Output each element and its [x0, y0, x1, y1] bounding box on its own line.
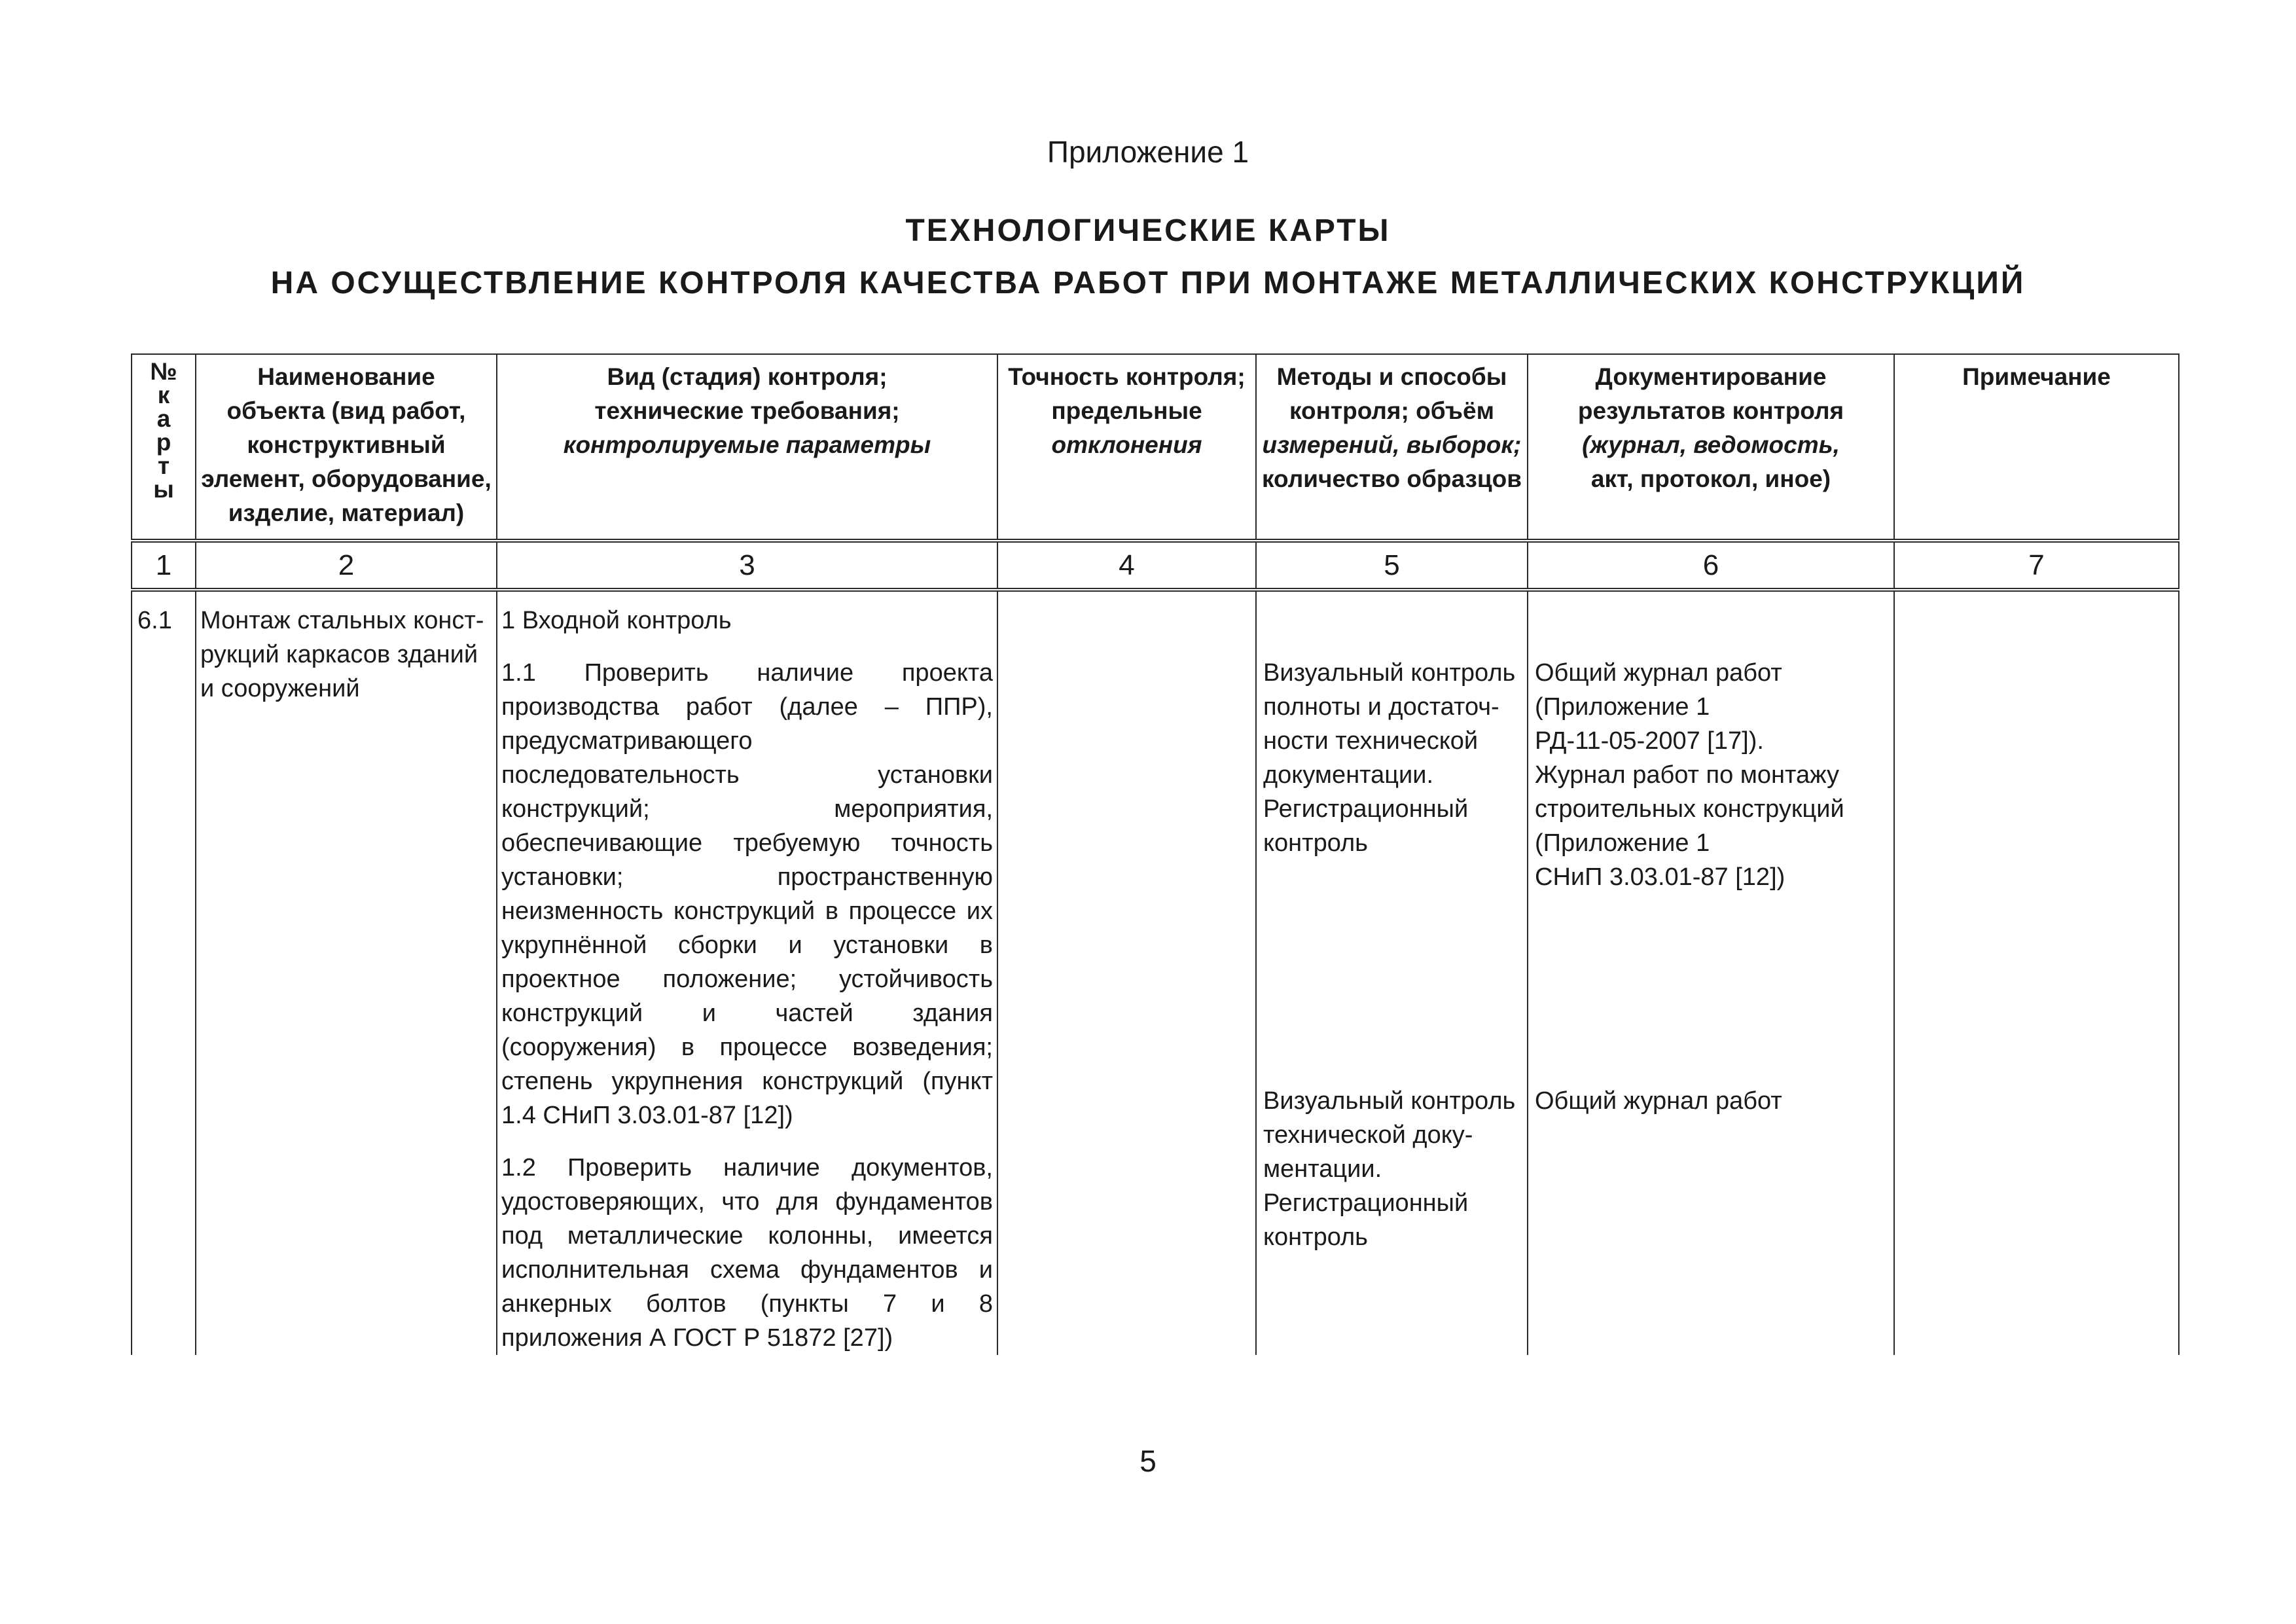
column-number: 3: [497, 541, 997, 590]
header-control-stage: Вид (стадия) контроля; технические требования; контролируемые параметры: [497, 354, 997, 541]
documentation-1-1: Общий журнал работ (Приложение 1 РД-11-05-2007 [17]). Журнал работ по монтажу строительных конструкций (Приложение 1 СНиП 3.03.01-87 [12]): [1535, 659, 1844, 891]
appendix-label: Приложение 1: [1047, 135, 1249, 169]
documentation-1-2: Общий журнал работ: [1535, 1087, 1782, 1115]
methods-1-1: Визуальный контроль полноты и достаточ- ности технической документации. Регистрационный контроль: [1263, 659, 1516, 857]
object-name-cell: [196, 590, 497, 1355]
column-number: 5: [1256, 541, 1528, 590]
table-row: [132, 590, 2179, 1355]
document-title-line-2: НА ОСУЩЕСТВЛЕНИЕ КОНТРОЛЯ КАЧЕСТВА РАБОТ ПРИ МОНТАЖЕ МЕТАЛЛИЧЕСКИХ КОНСТРУКЦИЙ: [270, 266, 2026, 300]
header-row: [132, 354, 2179, 541]
column-number: 6: [1528, 541, 1894, 590]
control-requirements-cell: [497, 590, 997, 1355]
header-methods: Методы и способы контроля; объём измерений, выборок; количество образцов: [1256, 354, 1528, 541]
column-number: 4: [997, 541, 1256, 590]
column-number: 1: [132, 541, 196, 590]
header-accuracy: Точность контроля; предельные отклонения: [997, 354, 1256, 541]
header-documentation: Документирование результатов контроля (журнал, ведомость, акт, протокол, иное): [1528, 354, 1894, 541]
control-table: [131, 353, 2179, 1355]
object-name-line: и сооружений: [200, 675, 360, 702]
requirement-1-2: 1.2 Проверить наличие документов, удостоверяющих, что для фундаментов под металлические колонны, имеется исполнительная схема фундаментов и анкерных болтов (пункты 7 и 8 приложения А ГОСТ Р 51872 [27]): [501, 1154, 993, 1352]
header-object-name: Наименование объекта (вид работ, конструктивный элемент, оборудование, изделие, материал): [196, 354, 497, 541]
methods-cell: [1256, 590, 1528, 1355]
card-number: 6.1: [137, 607, 172, 634]
header-card-number: № к а р т ы: [132, 354, 196, 541]
page-number: 5: [1139, 1444, 1157, 1478]
note-cell: [1894, 590, 2179, 1355]
object-name-line: Монтаж стальных конст-: [200, 607, 484, 634]
control-table-wrapper: [131, 353, 2178, 1352]
methods-1-2: Визуальный контроль технической доку- ментации. Регистрационный контроль: [1263, 1087, 1516, 1251]
requirement-1-1: 1.1 Проверить наличие проекта производства работ (далее – ППР), предусматривающего последовательность установки конструкций; мероприятия, обеспечивающие требуемую точность установки; пространственную неизменность конструкций в процессе их укрупнённой сборки и установки в проектное положение; устойчивость конструкций и частей здания (сооружения) в процессе возведения; степень укрупнения конструкций (пункт 1.4 СНиП 3.03.01-87 [12]): [501, 659, 993, 1129]
stage-title: 1 Входной контроль: [501, 607, 732, 634]
documentation-cell: [1528, 590, 1894, 1355]
column-number: 2: [196, 541, 497, 590]
document-title-line-1: ТЕХНОЛОГИЧЕСКИЕ КАРТЫ: [905, 213, 1391, 248]
column-number-row: [132, 541, 2179, 590]
accuracy-cell: [997, 590, 1256, 1355]
card-number-cell: [132, 590, 196, 1355]
header-note: Примечание: [1894, 354, 2179, 541]
object-name-line: рукций каркасов зданий: [200, 641, 478, 668]
column-number: 7: [1894, 541, 2179, 590]
